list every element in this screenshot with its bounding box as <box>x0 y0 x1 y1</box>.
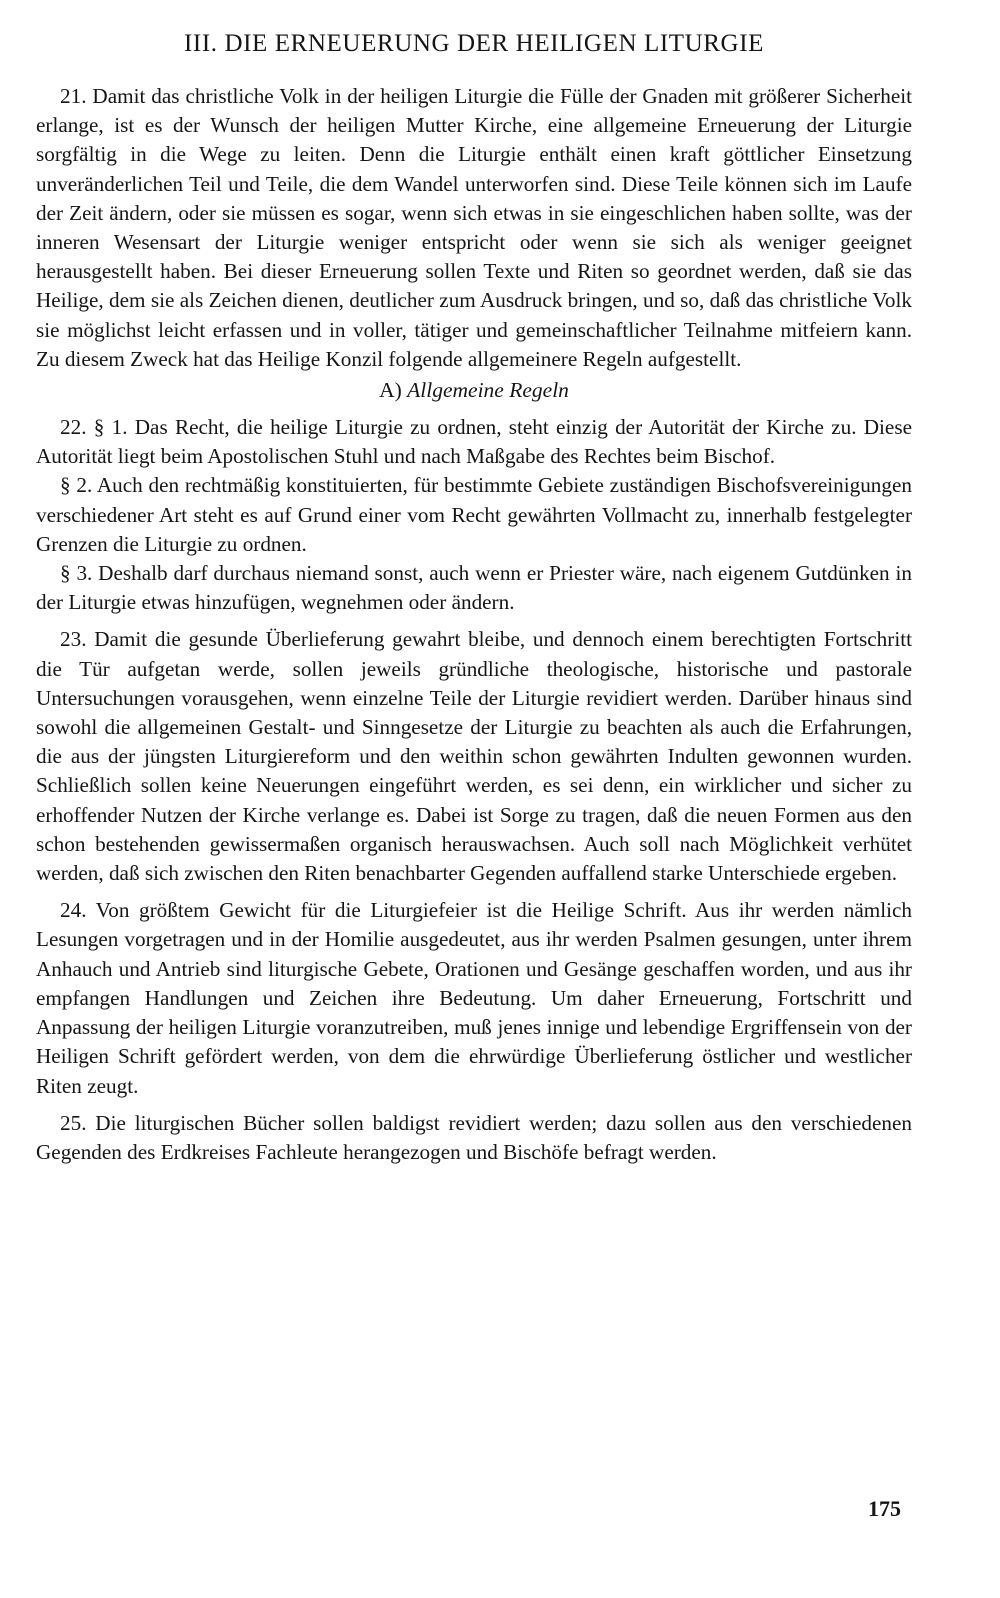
paragraph-25: 25. Die liturgischen Bücher sollen baldigst revidiert werden; dazu sollen aus den verschiedenen Gegenden des Erdkreises Fachleute herangezogen und Bischöfe befragt werden. <box>36 1110 912 1164</box>
page-number: 175 <box>868 1496 901 1521</box>
paragraph-22-s3: § 3. Deshalb darf durchaus niemand sonst, auch wenn er Priester wäre, nach eigenem Gutdünken in der Liturgie etwas hinzufügen, wegnehmen oder ändern. <box>36 561 912 615</box>
paragraph-22-s2: § 2. Auch den rechtmäßig konstituierten, für bestimmte Gebiete zuständigen Bischofsvereinigungen verschiedener Art steht es auf Grund einer vom Recht gewährten Vollmacht zu, innerhalb festgelegter Grenzen die Liturgie zu ordnen. <box>36 473 912 556</box>
spacer <box>36 617 912 625</box>
spacer <box>36 888 912 896</box>
section-heading-title: Allgemeine Regeln <box>407 378 569 403</box>
section-heading <box>36 378 912 403</box>
spacer <box>36 1101 912 1109</box>
paragraph-21: 21. Damit das christliche Volk in der heiligen Liturgie die Fülle der Gnaden mit größerer Sicherheit erlange, ist es der Wunsch der heiligen Mutter Kirche, eine allgemeine Erneuerung der Liturgie sorgfältig in die Wege zu leiten. Denn die Liturgie enthält einen kraft göttlicher Einsetzung unveränderlichen Teil und Teile, die dem Wandel unterworfen sind. Diese Teile können sich im Laufe der Zeit ändern, oder sie müssen es sogar, wenn sich etwas in sie eingeschlichen haben sollte, was der inneren Wesensart der Liturgie weniger entspricht oder wenn sie sich als weniger geeignet herausgestellt haben. Bei dieser Erneuerung sollen Texte und Riten so geordnet werden, daß sie das Heilige, dem sie als Zeichen dienen, deutlicher zum Ausdruck bringen, und so, daß das christliche Volk sie möglichst leicht erfassen und in voller, tätiger und gemeinschaftlicher Teilnahme mitfeiern kann. Zu diesem Zweck hat das Heilige Konzil folgende allgemeinere Regeln aufgestellt. <box>36 84 912 371</box>
document-page <box>36 30 912 1167</box>
paragraph-22-s1: 22. § 1. Das Recht, die heilige Liturgie zu ordnen, steht einzig der Autorität der Kirche zu. Diese Autorität liegt beim Apostolischen Stuhl und nach Maßgabe des Rechtes beim Bischof. <box>36 415 912 469</box>
section-heading-prefix: A) <box>379 378 402 403</box>
chapter-title: III. DIE ERNEUERUNG DER HEILIGEN LITURGIE <box>183 30 765 57</box>
paragraph-23: 23. Damit die gesunde Überlieferung gewahrt bleibe, und dennoch einem berechtigten Fortschritt die Tür aufgetan werde, sollen jeweils gründliche theologische, historische und pastorale Untersuchungen vorausgehen, wenn einzelne Teile der Liturgie revidiert werden. Darüber hinaus sind sowohl die allgemeinen Gestalt- und Sinngesetze der Liturgie zu beachten als auch die Erfahrungen, die aus der jüngsten Liturgiereform und den weithin schon gewährten Indulten gewonnen wurden. Schließlich sollen keine Neuerungen eingeführt werden, es sei denn, ein wirklicher und sicher zu erhoffender Nutzen der Kirche verlange es. Dabei ist Sorge zu tragen, daß die neuen Formen aus den schon bestehenden gewissermaßen organisch herauswachsen. Auch soll nach Möglichkeit verhütet werden, daß sich zwischen den Riten benachbarter Gegenden auffallend starke Unterschiede ergeben. <box>36 627 912 886</box>
paragraph-24: 24. Von größtem Gewicht für die Liturgiefeier ist die Heilige Schrift. Aus ihr werden nämlich Lesungen vorgetragen und in der Homilie ausgedeutet, aus ihr werden Psalmen gesungen, unter ihrem Anhauch und Antrieb sind liturgische Gebete, Orationen und Gesänge geschaffen worden, und aus ihr empfangen Handlungen und Zeichen ihre Bedeutung. Um daher Erneuerung, Fortschritt und Anpassung der heiligen Liturgie voranzutreiben, muß jenes innige und lebendige Ergriffensein von der Heiligen Schrift gefördert werden, von dem die ehrwürdige Überlieferung östlicher und westlicher Riten zeugt. <box>36 898 912 1098</box>
